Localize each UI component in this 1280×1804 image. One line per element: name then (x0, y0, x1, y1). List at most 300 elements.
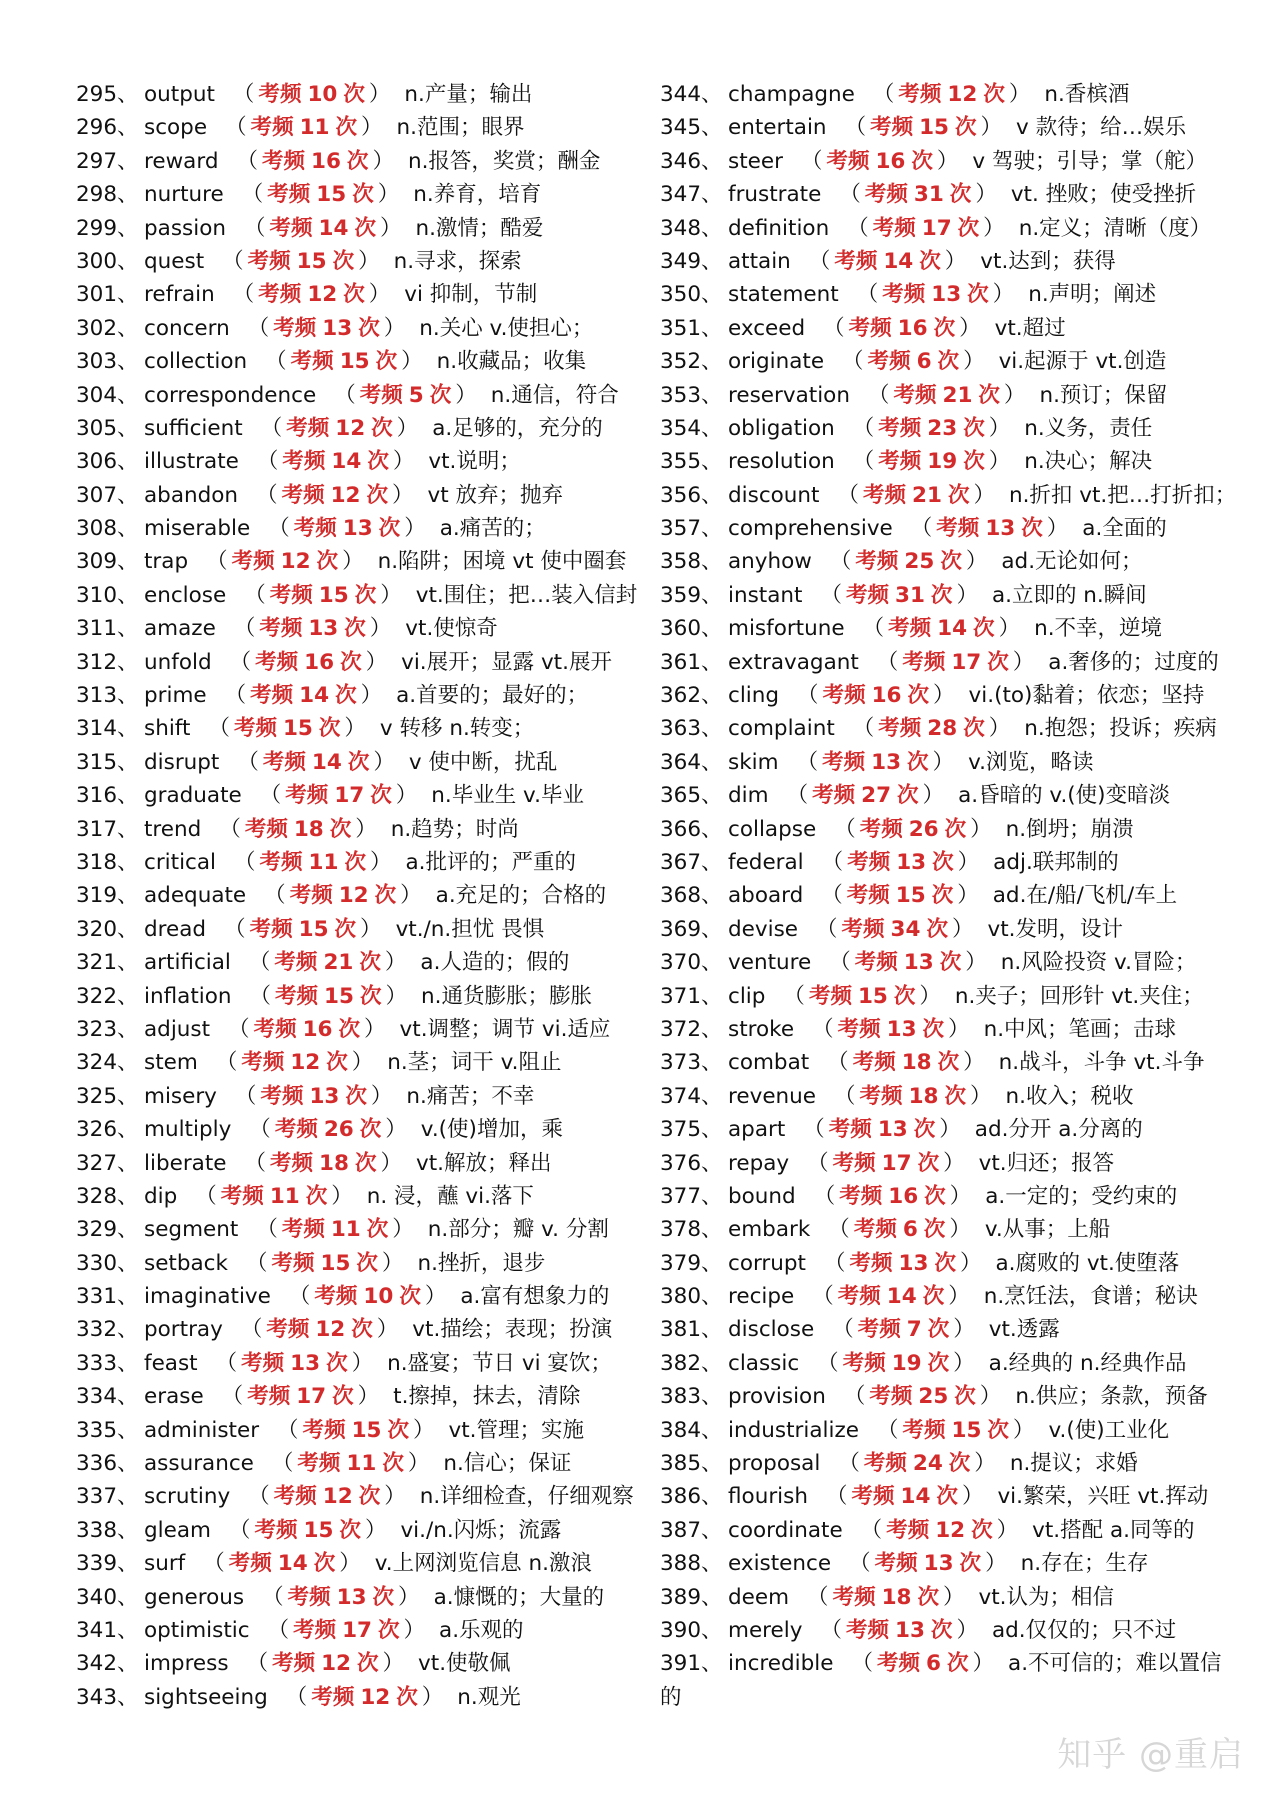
entry-number: 377、 (660, 1183, 723, 1209)
freq-suffix: 次 (305, 1183, 328, 1209)
paren-open: （ (334, 382, 356, 408)
freq-suffix: 次 (957, 215, 980, 241)
entry-number: 303、 (76, 349, 139, 375)
freq-suffix: 次 (940, 549, 962, 575)
freq-prefix: 考频 (359, 382, 403, 408)
freq-count: 13 (903, 950, 934, 976)
vocab-entry (660, 1480, 1220, 1513)
freq-prefix: 考频 (882, 282, 926, 308)
entry-definition: vi./n.闪烁；流露 (400, 1517, 562, 1543)
paren-open: （ (803, 1117, 825, 1143)
vocab-entry (76, 278, 636, 311)
entry-definition: a.富有想象力的 (460, 1284, 610, 1310)
paren-close: ） (948, 1016, 970, 1042)
freq-count: 14 (900, 1484, 931, 1510)
entry-number: 316、 (76, 783, 139, 809)
paren-open: （ (236, 148, 258, 174)
freq-count: 13 (877, 1117, 908, 1143)
paren-close: ） (944, 248, 967, 274)
freq-suffix: 次 (382, 1451, 404, 1477)
paren-close: ） (948, 1284, 970, 1310)
freq-count: 28 (927, 716, 958, 742)
freq-count: 12 (307, 282, 338, 308)
paren-close: ） (996, 1517, 1019, 1543)
freq-suffix: 次 (917, 1150, 940, 1176)
paren-open: （ (259, 783, 282, 809)
freq-count: 13 (336, 1584, 367, 1610)
entry-number: 301、 (76, 282, 139, 308)
vocab-entry (660, 946, 1220, 979)
freq-suffix: 次 (1021, 516, 1043, 542)
freq-prefix: 考频 (828, 1117, 872, 1143)
freq-prefix: 考频 (281, 482, 325, 508)
entry-definition: v 转移 n.转变； (379, 716, 535, 742)
freq-suffix: 次 (971, 1517, 993, 1543)
freq-count: 15 (303, 1517, 334, 1543)
freq-suffix: 次 (944, 816, 967, 842)
paren-open: （ (816, 916, 838, 942)
entry-word: provision (728, 1384, 826, 1410)
paren-open: （ (228, 1016, 250, 1042)
paren-open: （ (827, 1050, 849, 1076)
paren-open: （ (842, 349, 864, 375)
freq-count: 12 (935, 1517, 966, 1543)
freq-prefix: 考频 (872, 215, 916, 241)
entry-number: 384、 (660, 1417, 723, 1443)
paren-open: （ (232, 282, 255, 308)
freq-prefix: 考频 (255, 649, 299, 675)
paren-open: （ (221, 1384, 244, 1410)
paren-close: ） (421, 1684, 444, 1710)
entry-definition: vt.调整；调节 vi.适应 (399, 1016, 611, 1042)
entry-definition: a.全面的 (1082, 516, 1167, 542)
entry-word: originate (728, 349, 825, 375)
freq-prefix: 考频 (293, 1617, 337, 1643)
freq-suffix: 次 (375, 349, 398, 375)
paren-open: （ (271, 1451, 294, 1477)
freq-suffix: 次 (357, 1651, 379, 1677)
freq-prefix: 考频 (267, 182, 311, 208)
vocab-entry (660, 512, 1220, 545)
entry-word: cling (728, 683, 780, 709)
freq-suffix: 次 (371, 415, 393, 441)
vocab-entry (76, 746, 636, 779)
entry-definition: n.养育，培育 (413, 182, 542, 208)
freq-suffix: 次 (345, 1083, 367, 1109)
freq-count: 11 (308, 849, 339, 875)
entry-definition: a.经典的 n.经典作品 (988, 1350, 1187, 1376)
vocab-entry (660, 913, 1220, 946)
paren-open: （ (234, 1083, 257, 1109)
entry-number: 350、 (660, 282, 723, 308)
freq-suffix: 次 (931, 883, 954, 909)
entry-word: sufficient (144, 415, 243, 441)
entry-word: complaint (728, 716, 835, 742)
freq-suffix: 次 (356, 1250, 378, 1276)
entry-number: 326、 (76, 1117, 139, 1143)
entry-definition: n.倒坍；崩溃 (1005, 816, 1134, 842)
entry-number: 331、 (76, 1284, 139, 1310)
paren-close: ） (392, 482, 414, 508)
paren-close: ） (973, 482, 995, 508)
freq-prefix: 考频 (258, 282, 302, 308)
entry-definition: n.义务，责任 (1024, 415, 1153, 441)
entry-word: recipe (728, 1284, 795, 1310)
vocab-entry (660, 1547, 1220, 1580)
freq-prefix: 考频 (275, 983, 319, 1009)
freq-prefix: 考频 (258, 82, 302, 107)
freq-count: 12 (290, 1050, 321, 1076)
vocab-entry (660, 980, 1220, 1013)
paren-close: ） (957, 849, 980, 875)
entry-definition: ad.分开 a.分离的 (974, 1117, 1143, 1143)
freq-prefix: 考频 (262, 749, 306, 775)
entry-definition: a.首要的；最好的； (396, 683, 589, 709)
entry-number: 357、 (660, 516, 723, 542)
paren-close: ） (988, 415, 1011, 441)
entry-number: 297、 (76, 148, 139, 174)
freq-suffix: 次 (917, 1584, 940, 1610)
paren-close: ） (1012, 649, 1035, 675)
entry-word: artificial (144, 950, 231, 976)
paren-close: ） (369, 849, 392, 875)
vocab-entry (660, 278, 1220, 311)
entry-number: 343、 (76, 1684, 139, 1710)
paren-open: （ (823, 315, 845, 341)
entry-word: extravagant (728, 649, 859, 675)
freq-count: 21 (323, 950, 354, 976)
paren-close: ） (377, 182, 400, 208)
entry-word: correspondence (144, 382, 317, 408)
freq-suffix: 次 (963, 449, 985, 475)
entry-number: 373、 (660, 1050, 723, 1076)
entry-word: misfortune (728, 616, 845, 642)
paren-close: ） (380, 1150, 402, 1176)
freq-prefix: 考频 (250, 115, 294, 141)
freq-count: 6 (916, 349, 932, 375)
entry-number: 335、 (76, 1417, 139, 1443)
entry-word: anyhow (728, 549, 812, 575)
paren-close: ） (385, 1117, 407, 1143)
entry-definition: n.茎；词干 v.阻止 (387, 1050, 562, 1076)
freq-count: 10 (307, 82, 338, 107)
freq-suffix: 次 (954, 1384, 976, 1410)
entry-definition: vi.(to)黏着；依恋；坚持 (968, 683, 1205, 709)
freq-suffix: 次 (378, 1617, 400, 1643)
freq-prefix: 考频 (847, 849, 891, 875)
freq-count: 14 (883, 248, 914, 274)
entry-number: 308、 (76, 516, 139, 542)
entry-number: 312、 (76, 649, 139, 675)
freq-prefix: 考频 (874, 1551, 918, 1577)
freq-count: 13 (342, 516, 373, 542)
freq-suffix: 次 (937, 349, 960, 375)
paren-open: （ (838, 1451, 860, 1477)
freq-prefix: 考频 (886, 1517, 930, 1543)
entry-word: multiply (144, 1117, 232, 1143)
vocab-entry (660, 879, 1220, 912)
freq-count: 13 (309, 1083, 340, 1109)
paren-open: （ (829, 950, 851, 976)
entry-definition: n.夹子；回形针 vt.夹住； (954, 983, 1204, 1009)
freq-prefix: 考频 (870, 115, 914, 141)
freq-prefix: 考频 (260, 1083, 304, 1109)
entry-word: deem (728, 1584, 790, 1610)
entry-definition: n.挫折，退步 (417, 1250, 546, 1276)
entry-word: graduate (144, 783, 242, 809)
paren-close: ） (401, 349, 423, 375)
entry-number: 363、 (660, 716, 723, 742)
freq-count: 19 (927, 449, 958, 475)
vocab-entry (76, 1280, 636, 1313)
paren-close: ） (949, 1217, 971, 1243)
freq-count: 13 (308, 616, 339, 642)
entry-word: existence (728, 1551, 832, 1577)
paren-close: ） (992, 282, 1015, 308)
entry-word: collapse (728, 816, 817, 842)
paren-open: （ (820, 1617, 842, 1643)
freq-count: 16 (302, 1016, 333, 1042)
freq-count: 18 (881, 1584, 912, 1610)
freq-suffix: 次 (354, 582, 377, 608)
paren-close: ） (949, 1183, 972, 1209)
vocab-entry (76, 245, 636, 278)
freq-suffix: 次 (933, 315, 956, 341)
freq-suffix: 次 (924, 1183, 946, 1209)
paren-open: （ (860, 1517, 883, 1543)
freq-suffix: 次 (947, 482, 970, 508)
freq-count: 25 (904, 549, 935, 575)
paren-open: （ (234, 849, 256, 875)
freq-count: 16 (875, 148, 906, 174)
entry-number: 337、 (76, 1484, 139, 1510)
paren-open: （ (228, 1517, 251, 1543)
entry-number: 351、 (660, 315, 723, 341)
freq-count: 13 (895, 1617, 925, 1643)
vocab-entry (76, 1313, 636, 1346)
entry-word: coordinate (728, 1517, 843, 1543)
freq-suffix: 次 (937, 1050, 960, 1076)
freq-count: 12 (335, 415, 366, 441)
paren-close: ） (355, 816, 377, 842)
freq-prefix: 考频 (902, 649, 946, 675)
entry-word: erase (144, 1384, 204, 1410)
freq-count: 12 (360, 1684, 391, 1710)
entry-word: disrupt (144, 749, 220, 775)
entry-definition: a.足够的，充分的 (432, 415, 603, 441)
vocab-entry (660, 1180, 1220, 1213)
freq-count: 11 (330, 1217, 361, 1243)
vocab-entry (660, 245, 1220, 278)
freq-prefix: 考频 (808, 983, 852, 1009)
vocab-entry (76, 1547, 636, 1580)
freq-prefix: 考频 (272, 1651, 316, 1677)
entry-word: statement (728, 282, 839, 308)
paren-open: （ (277, 1417, 299, 1443)
paren-open: （ (237, 749, 259, 775)
entry-word: obligation (728, 415, 835, 441)
freq-prefix: 考频 (845, 1617, 889, 1643)
freq-suffix: 次 (973, 616, 995, 642)
paren-open: （ (849, 1551, 871, 1577)
entry-definition: n.通信，符合 (490, 382, 619, 408)
entry-definition: n.趋势；时尚 (390, 816, 519, 842)
entry-definition: n.盛宴；节日 vi 宴饮； (387, 1350, 612, 1376)
freq-prefix: 考频 (231, 549, 275, 575)
freq-suffix: 次 (396, 1684, 418, 1710)
freq-suffix: 次 (346, 148, 369, 174)
entry-number: 390、 (660, 1617, 723, 1643)
freq-suffix: 次 (963, 716, 985, 742)
entry-definition: n.声明；阐述 (1028, 282, 1157, 308)
entry-definition: ad.在/船/飞机/车上 (992, 883, 1178, 909)
freq-suffix: 次 (399, 1284, 421, 1310)
paren-close: ） (392, 1217, 414, 1243)
entry-word: optimistic (144, 1617, 250, 1643)
entry-word: passion (144, 215, 226, 241)
entry-number: 299、 (76, 215, 139, 241)
vocab-entry (76, 379, 636, 412)
vocab-entry (660, 1447, 1220, 1480)
entry-definition: vt.超过 (994, 315, 1066, 341)
entry-number: 318、 (76, 849, 139, 875)
paren-open: （ (807, 1584, 829, 1610)
entry-number: 386、 (660, 1484, 723, 1510)
freq-suffix: 次 (959, 1551, 982, 1577)
entry-word: entertain (728, 115, 827, 141)
entry-number: 333、 (76, 1350, 139, 1376)
freq-suffix: 次 (313, 1551, 336, 1577)
entry-number: 367、 (660, 849, 723, 875)
freq-suffix: 次 (372, 1584, 395, 1610)
vocab-entry (76, 579, 636, 612)
paren-close: ） (396, 415, 419, 441)
freq-count: 13 (290, 1350, 321, 1376)
freq-count: 34 (890, 916, 921, 942)
entry-definition: vt.管理；实施 (448, 1417, 585, 1443)
paren-close: ） (395, 783, 418, 809)
entry-word: prime (144, 683, 207, 709)
paren-open: （ (215, 1050, 238, 1076)
entry-word: sightseeing (144, 1684, 268, 1710)
freq-suffix: 次 (334, 916, 357, 942)
entry-number: 311、 (76, 616, 139, 642)
paren-close: ） (932, 749, 955, 775)
entry-number: 300、 (76, 248, 139, 274)
entry-word: aboard (728, 883, 804, 909)
entry-number: 320、 (76, 916, 139, 942)
vocab-entry (76, 779, 636, 812)
paren-close: ） (380, 582, 402, 608)
freq-count: 14 (299, 683, 330, 709)
freq-suffix: 次 (374, 883, 397, 909)
entry-number: 352、 (660, 349, 723, 375)
freq-prefix: 考频 (285, 783, 329, 809)
entry-word: output (144, 82, 215, 107)
paren-close: ） (365, 649, 388, 675)
freq-count: 24 (912, 1451, 943, 1477)
entry-number: 389、 (660, 1584, 723, 1610)
paren-open: （ (812, 1284, 834, 1310)
vocab-entry (660, 312, 1220, 345)
entry-word: attain (728, 248, 791, 274)
entry-word: setback (144, 1250, 228, 1276)
paren-open: （ (821, 883, 843, 909)
paren-close: ） (384, 1484, 406, 1510)
paren-open: （ (813, 1183, 836, 1209)
freq-prefix: 考频 (269, 582, 313, 608)
entry-number: 296、 (76, 115, 139, 141)
freq-count: 14 (331, 449, 362, 475)
freq-count: 14 (311, 749, 342, 775)
paren-close: ） (980, 115, 1003, 141)
freq-count: 14 (886, 1284, 917, 1310)
vocab-entry (76, 946, 636, 979)
entry-number: 370、 (660, 950, 723, 976)
entry-definition: n.关心 v.使担心； (419, 315, 594, 341)
freq-count: 18 (319, 1150, 349, 1176)
paren-close: ） (368, 282, 391, 308)
freq-suffix: 次 (358, 1484, 381, 1510)
freq-prefix: 考频 (837, 1284, 881, 1310)
freq-prefix: 考频 (281, 1217, 325, 1243)
freq-count: 27 (861, 783, 892, 809)
paren-close: ） (455, 382, 477, 408)
paren-open: （ (851, 1651, 873, 1677)
freq-prefix: 考频 (289, 883, 333, 909)
entry-word: dim (728, 783, 769, 809)
freq-suffix: 次 (927, 1350, 950, 1376)
entry-definition: a.批评的；严重的 (405, 849, 577, 875)
freq-suffix: 次 (338, 1016, 361, 1042)
vocab-entry (76, 445, 636, 478)
paren-close: ） (1003, 382, 1026, 408)
freq-suffix: 次 (949, 182, 972, 208)
entry-number: 319、 (76, 883, 139, 909)
freq-count: 13 (322, 315, 353, 341)
entry-definition: ad.无论如何； (1001, 549, 1143, 575)
paren-close: ） (988, 449, 1011, 475)
vocab-entry (660, 178, 1220, 211)
entry-number: 348、 (660, 215, 723, 241)
paren-open: （ (876, 1417, 899, 1443)
entry-word: shift (144, 716, 191, 742)
freq-prefix: 考频 (247, 1384, 291, 1410)
freq-suffix: 次 (326, 1350, 348, 1376)
freq-suffix: 次 (366, 1217, 389, 1243)
paren-open: （ (837, 482, 859, 508)
freq-suffix: 次 (329, 816, 352, 842)
freq-suffix: 次 (955, 115, 977, 141)
paren-close: ） (972, 1651, 995, 1677)
vocab-entry (76, 1013, 636, 1046)
entry-number: 380、 (660, 1284, 723, 1310)
freq-prefix: 考频 (269, 215, 313, 241)
entry-number: 361、 (660, 649, 723, 675)
paren-close: ） (382, 1651, 405, 1677)
entry-definition: n.观光 (457, 1684, 521, 1710)
freq-count: 23 (927, 415, 958, 441)
paren-open: （ (825, 1484, 848, 1510)
paren-open: （ (249, 1117, 271, 1143)
freq-suffix: 次 (354, 215, 376, 241)
vocab-entry (76, 712, 636, 745)
entry-definition: v 驾驶；引导；掌（舵） (972, 148, 1207, 174)
entry-number: 391、 (660, 1651, 723, 1677)
entry-word: bound (728, 1183, 796, 1209)
paren-close: ） (381, 1250, 404, 1276)
vocab-entry (76, 345, 636, 378)
